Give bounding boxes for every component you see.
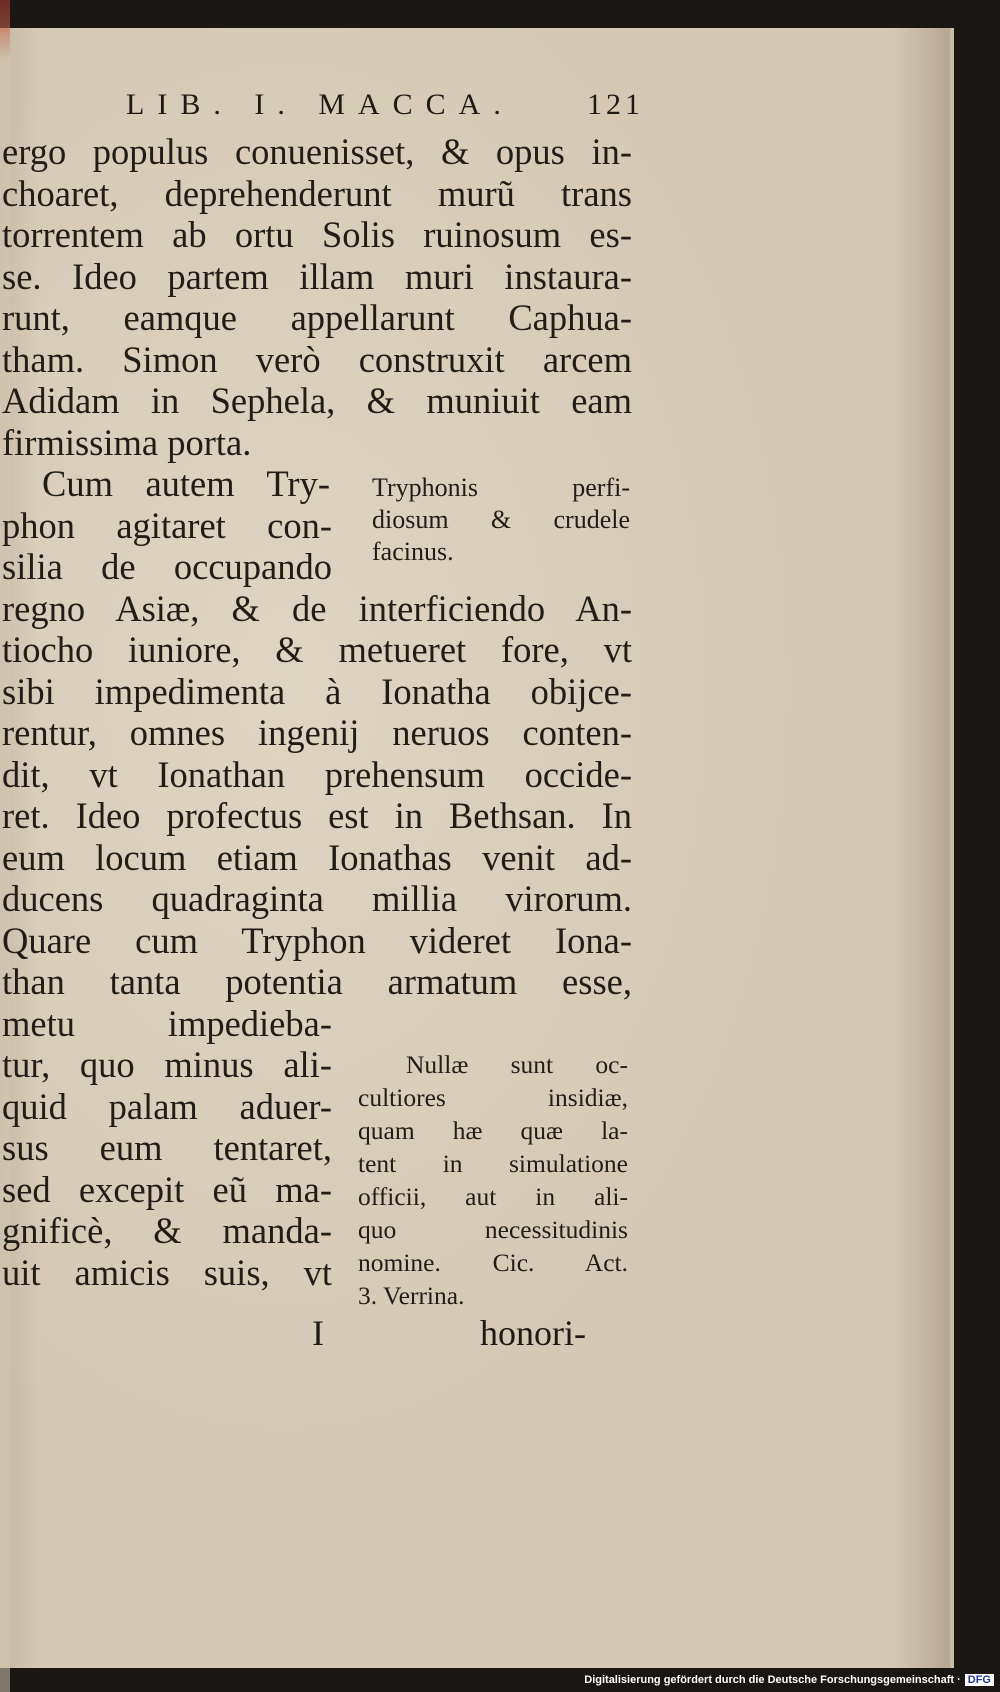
page-foot [0, 1312, 630, 1354]
note-line: officii, aut in ali- [358, 1182, 628, 1211]
text-line-narrow [2, 1086, 332, 1128]
text-line-narrow [2, 1210, 332, 1252]
note-line: nomine. Cic. Act. [358, 1248, 628, 1277]
text-line-content: uit amicis suis, vt [2, 1251, 332, 1293]
text-line-narrow [2, 1044, 332, 1086]
text-line-content: silia de occupando [2, 546, 332, 587]
running-title: LIB. I. MACCA. [126, 88, 514, 121]
text-line: choaret, deprehenderunt murũ trans [2, 172, 632, 214]
text-line-narrow [2, 1169, 332, 1211]
catchword: honori- [480, 1313, 586, 1353]
text-line: se. Ideo partem illam muri instaura- [2, 255, 632, 297]
text-line-narrow [2, 1252, 332, 1294]
running-header [126, 88, 644, 122]
text-line: ergo populus conuenisset, & opus in- [2, 131, 632, 172]
text-line: ret. Ideo profectus est in Bethsan. In [2, 795, 632, 836]
note-line: diosum & crudele [372, 505, 630, 534]
credit-text: Digitalisierung gefördert durch die Deutsche Forschungsgemeinschaft · [584, 1674, 961, 1686]
text-line-content: quid palam aduer- [2, 1085, 332, 1127]
page-number: 121 [587, 88, 644, 121]
note-line: facinus. [372, 537, 454, 566]
note-line: 3. Verrina. [358, 1281, 465, 1310]
text-line: Adidam in Sephela, & muniuit eam [2, 380, 632, 421]
text-line: runt, eamque appellarunt Caphua- [2, 297, 632, 338]
text-line-content: phon agitaret con- [2, 504, 332, 546]
text-line-content: gnificè, & manda- [2, 1210, 332, 1251]
text-line-content: sus eum tentaret, [2, 1127, 332, 1168]
text-line-narrow [2, 505, 332, 547]
text-line-content: metu impedieba- [2, 1002, 332, 1044]
text-line: eum locum etiam Ionathas venit ad- [2, 836, 632, 878]
digitization-credit [584, 1674, 994, 1686]
text-line-narrow [2, 463, 330, 505]
marginal-note [372, 472, 630, 568]
note-line: cultiores insidiæ, [358, 1083, 628, 1112]
text-line-content: Cum autem Try- [42, 463, 330, 504]
text-line-content: sed excepit eũ ma- [2, 1168, 332, 1210]
text-line: torrentem ab ortu Solis ruinosum es- [2, 214, 632, 255]
text-line: sibi impedimenta à Ionatha obijce- [2, 670, 632, 712]
text-line: Quare cum Tryphon videret Iona- [2, 919, 632, 961]
text-line: regno Asiæ, & de interficiendo An- [2, 587, 632, 629]
signature-mark: I [312, 1313, 324, 1353]
dfg-logo: DFG [965, 1674, 994, 1686]
text-line-content: tur, quo minus ali- [2, 1044, 332, 1085]
text-line: tiocho iuniore, & metueret fore, vt [2, 629, 632, 670]
text-line: tham. Simon verò construxit arcem [2, 338, 632, 380]
text-line: rentur, omnes ingenij neruos conten- [2, 712, 632, 753]
text-line: ducens quadraginta millia virorum. [2, 878, 632, 919]
note-line: tent in simulatione [358, 1149, 628, 1178]
text-line-narrow [2, 546, 332, 588]
text-line: dit, vt Ionathan prehensum occide- [2, 753, 632, 795]
text-line: than tanta potentia armatum esse, [2, 961, 632, 1002]
text-line: firmissima porta. [2, 421, 252, 463]
note-line: Tryphonis perfi- [372, 473, 630, 502]
marginal-note [358, 1048, 628, 1312]
note-line: quo necessitudinis [358, 1215, 628, 1244]
note-line: quam hæ quæ la- [358, 1116, 628, 1145]
text-line-narrow [2, 1003, 332, 1045]
text-line-narrow [2, 1127, 332, 1169]
note-line: Nullæ sunt oc- [406, 1050, 628, 1079]
